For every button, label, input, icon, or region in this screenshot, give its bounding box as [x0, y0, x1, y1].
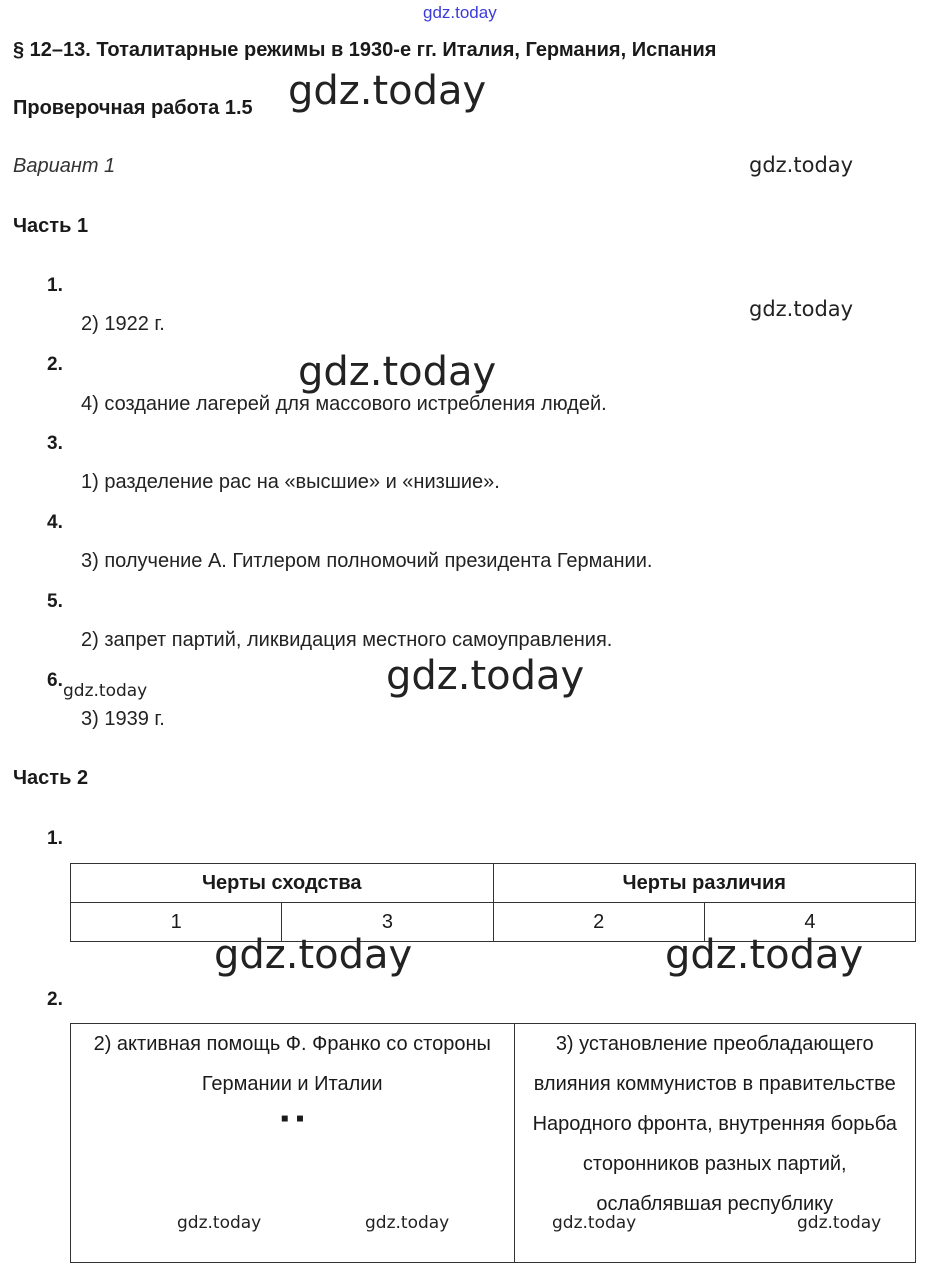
left-cell-text: 2) активная помощь Ф. Франко со стороны Германии и Италии	[93, 1033, 491, 1095]
watermark: gdz.today	[749, 297, 854, 321]
table-cell: 1	[71, 903, 282, 942]
part1-heading: Часть 1	[13, 215, 89, 237]
header-differences: Черты различия	[493, 864, 916, 903]
answer-text: 2) запрет партий, ликвидация местного самоуправления.	[81, 629, 613, 651]
watermark: gdz.today	[665, 932, 864, 978]
answer-text: 4) создание лагерей для массового истребления людей.	[81, 393, 607, 415]
question-number: 6.	[47, 670, 63, 691]
variant-label: Вариант 1	[13, 155, 116, 177]
part2-heading: Часть 2	[13, 767, 89, 789]
answer-text: 1) разделение рас на «высшие» и «низшие».	[81, 471, 500, 493]
right-cell-text: 3) установление преобладающего влияния коммунистов в правительстве Народного фронта, внутренняя борьба сторонников разных партий, ослаблявшая республику	[532, 1033, 897, 1215]
watermark-top: gdz.today	[423, 3, 497, 22]
watermark: gdz.today	[552, 1213, 637, 1233]
question-number: 5.	[47, 591, 63, 612]
watermark: gdz.today	[63, 681, 148, 701]
answer-text: 3) 1939 г.	[81, 708, 165, 730]
question-number: 2.	[47, 354, 63, 375]
table-cell: 4	[704, 903, 915, 942]
watermark: gdz.today	[298, 349, 497, 395]
watermark: gdz.today	[797, 1213, 882, 1233]
dots: ▪ ▪	[280, 1105, 305, 1132]
question-number: 1.	[47, 275, 63, 296]
section-title: § 12–13. Тоталитарные режимы в 1930-е гг. Италия, Германия, Испания	[13, 39, 717, 61]
watermark: gdz.today	[214, 932, 413, 978]
watermark: gdz.today	[386, 653, 585, 699]
similarities-differences-table	[70, 863, 916, 942]
table-cell: 2	[493, 903, 704, 942]
watermark: gdz.today	[288, 68, 487, 114]
question-number: 4.	[47, 512, 63, 533]
work-title: Проверочная работа 1.5	[13, 97, 253, 119]
watermark: gdz.today	[177, 1213, 262, 1233]
watermark: gdz.today	[749, 153, 854, 177]
header-similarities: Черты сходства	[71, 864, 494, 903]
question-number: 1.	[47, 828, 63, 849]
table-cell: 3	[282, 903, 493, 942]
answer-text: 3) получение А. Гитлером полномочий президента Германии.	[81, 550, 653, 572]
watermark: gdz.today	[365, 1213, 450, 1233]
answer-text: 2) 1922 г.	[81, 313, 165, 335]
question-number: 2.	[47, 989, 63, 1010]
question-number: 3.	[47, 433, 63, 454]
